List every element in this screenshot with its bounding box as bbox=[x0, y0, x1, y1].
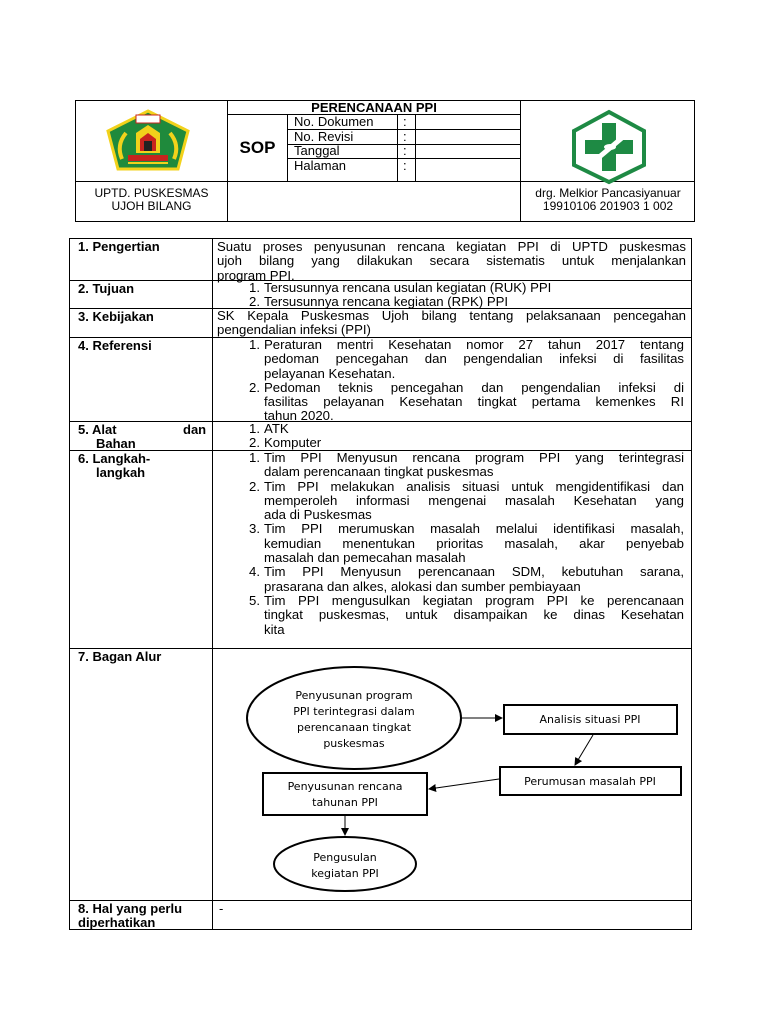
flow-text: Penyusunan rencana bbox=[287, 780, 403, 793]
list-item: 3. Tim PPI merumuskan masalah melalui identifikasi masalah, kemudian menentukan prioritas masalah, akar penyebab masalah dan pemecahan masalah bbox=[249, 521, 684, 566]
flow-problem-node bbox=[500, 767, 681, 795]
text-line: Suatu proses penyusunan rencana kegiatan PPI di UPTD puskesmas bbox=[217, 239, 686, 254]
flow-text: Analisis situasi PPI bbox=[539, 713, 641, 726]
tujuan-list bbox=[249, 280, 684, 310]
text-line: ujoh bilang yang dilakukan secara sistematis untuk menjalankan bbox=[217, 253, 686, 269]
sop-label: SOP bbox=[239, 138, 276, 157]
flow-text: perencanaan tingkat bbox=[296, 721, 412, 734]
section-hal-value: - bbox=[219, 901, 224, 916]
flow-text: kegiatan PPI bbox=[311, 867, 379, 880]
list-item: 1. Peraturan mentri Kesehatan nomor 27 tahun 2017 tentang pedoman pencegahan dan pengendalian infeksi di fasilitas pelayanan Kesehatan. bbox=[249, 337, 684, 381]
text-line: pengendalian infeksi (PPI) bbox=[217, 322, 371, 338]
document-title: PERENCANAAN PPI bbox=[311, 100, 437, 115]
signer-nip: 19910106 201903 1 002 bbox=[542, 199, 674, 213]
field-no-revisi: No. Revisi bbox=[294, 129, 354, 144]
flow-text: Penyusunan program bbox=[295, 689, 413, 702]
section-tujuan-label: 2. Tujuan bbox=[78, 281, 135, 296]
flow-text: PPI terintegrasi dalam bbox=[293, 705, 415, 718]
section-bagan-alur-label: 7. Bagan Alur bbox=[78, 649, 162, 664]
section-alat-label: Bahan bbox=[96, 436, 136, 451]
field-halaman: Halaman bbox=[294, 158, 347, 173]
flow-text: Pengusulan bbox=[313, 851, 377, 864]
list-item: 4. Tim PPI Menyusun perencanaan SDM, kebutuhan sarana, prasarana dan alkes, alokasi dan sumber pembiayaan bbox=[249, 564, 684, 594]
list-item: 2. Pedoman teknis pencegahan dan pengendalian infeksi di fasilitas pelayanan Kesehatan tingkat pertama kemenkes RI tahun 2020. bbox=[249, 379, 684, 424]
signer-name: drg. Melkior Pancasiyanuar bbox=[535, 186, 681, 200]
field-sep: : bbox=[403, 129, 407, 144]
flow-text: Perumusan masalah PPI bbox=[524, 775, 656, 788]
puskesmas-logo bbox=[570, 109, 648, 185]
regional-emblem-logo bbox=[106, 109, 190, 176]
field-sep: : bbox=[403, 143, 407, 158]
org-name-line2: UJOH BILANG bbox=[111, 199, 192, 213]
field-tanggal: Tanggal bbox=[294, 143, 340, 158]
flow-analysis-node bbox=[504, 705, 677, 734]
flowchart bbox=[213, 649, 691, 900]
flow-start-node bbox=[247, 667, 461, 769]
field-no-dokumen: No. Dokumen bbox=[294, 114, 374, 129]
section-pengertian-label: 1. Pengertian bbox=[78, 239, 160, 254]
org-name-line1: UPTD. PUSKESMAS bbox=[94, 186, 209, 200]
section-langkah-label: langkah bbox=[96, 465, 146, 480]
section-kebijakan-text bbox=[217, 309, 686, 338]
list-item: 1. Tim PPI Menyusun rencana program PPI yang terintegrasi dalam perencanaan tingkat puskesmas bbox=[249, 450, 684, 480]
referensi-list bbox=[249, 337, 684, 424]
list-item: 2. Komputer bbox=[249, 435, 322, 451]
section-hal-label: 8. Hal yang perlu bbox=[78, 901, 183, 916]
list-item: 5. Tim PPI mengusulkan kegiatan program PPI ke perencanaan tingkat puskesmas, untuk disampaikan ke dinas Kesehatan kita bbox=[249, 592, 684, 637]
flow-text: puskesmas bbox=[323, 737, 385, 750]
flow-arrow bbox=[575, 735, 593, 765]
list-item: 2. Tim PPI melakukan analisis situasi untuk mengidentifikasi dan memperoleh informasi mengenai masalah Kesehatan yang ada di Puskesmas bbox=[249, 478, 684, 523]
alat-list bbox=[249, 421, 684, 451]
section-hal-label: diperhatikan bbox=[78, 915, 156, 930]
section-langkah-label: 6. Langkah- bbox=[78, 451, 151, 466]
flow-annual-node bbox=[263, 773, 427, 815]
text-line: program PPI. bbox=[217, 267, 295, 283]
list-item: 1. Tersusunnya rencana usulan kegiatan (RUK) PPI bbox=[249, 280, 552, 295]
langkah-list bbox=[249, 450, 684, 637]
section-kebijakan-label: 3. Kebijakan bbox=[78, 309, 154, 324]
list-item: 1. ATK bbox=[249, 421, 289, 436]
section-alat-label: dan bbox=[183, 422, 207, 437]
flow-text: tahunan PPI bbox=[312, 796, 378, 809]
section-alat-label: 5. Alat bbox=[78, 422, 117, 437]
list-item: 2. Tersusunnya rencana kegiatan (RPK) PPI bbox=[249, 294, 509, 310]
section-referensi-label: 4. Referensi bbox=[78, 338, 152, 353]
field-sep: : bbox=[403, 158, 407, 173]
text-line: SK Kepala Puskesmas Ujoh bilang tentang pelaksanaan pencegahan bbox=[217, 308, 686, 323]
flow-proposal-node bbox=[274, 837, 416, 891]
section-pengertian-text bbox=[217, 240, 686, 283]
flow-arrow bbox=[429, 779, 499, 789]
field-sep: : bbox=[403, 114, 407, 129]
